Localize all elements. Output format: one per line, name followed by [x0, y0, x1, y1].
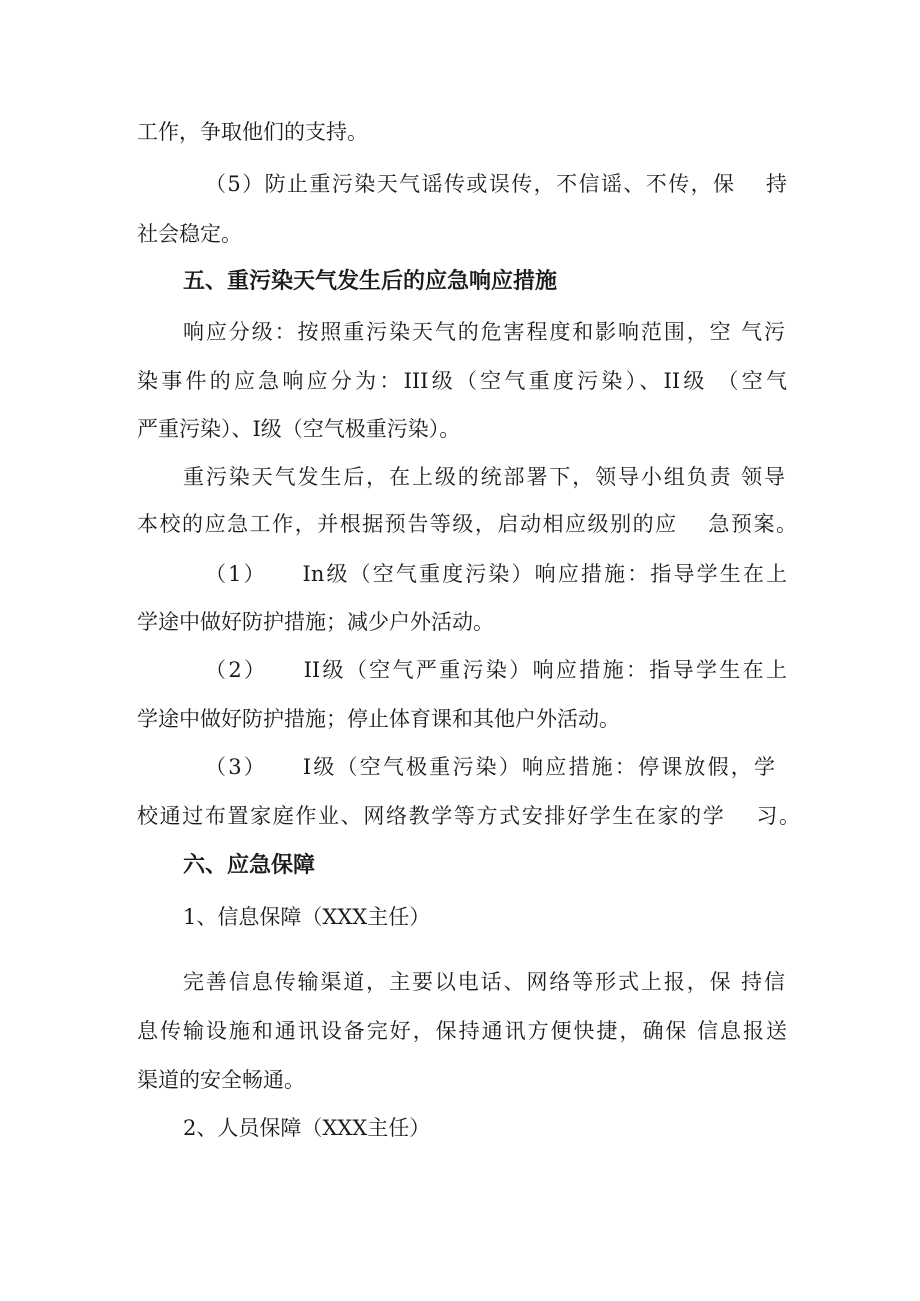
- paragraph-line: 本校的应急工作，并根据预告等级，启动相应级别的应 急预案。: [137, 512, 797, 536]
- paragraph-line: 响应分级：按照重污染天气的危害程度和影响范围，空 气污: [183, 320, 785, 344]
- paragraph-line: （1） In级（空气重度污染）响应措施：指导学生在上: [205, 562, 787, 586]
- subsection-heading-2: 2、人员保障（XXX主任）: [183, 1116, 431, 1140]
- paragraph-line: 学途中做好防护措施；减少户外活动。: [137, 610, 494, 634]
- subsection-heading-1: 1、信息保障（XXX主任）: [183, 905, 431, 929]
- paragraph-line: （3） I级（空气极重污染）响应措施：停课放假，学: [205, 755, 775, 779]
- paragraph-line: （5）防止重污染天气谣传或误传，不信谣、不传，保 持: [205, 172, 787, 196]
- paragraph-line: 完善信息传输渠道，主要以电话、网络等形式上报，保 持信: [183, 970, 785, 994]
- section-heading-6: 六、应急保障: [183, 853, 316, 878]
- paragraph-line: 染事件的应急响应分为：III级（空气重度污染）、II级 （空气: [137, 369, 787, 393]
- paragraph-line: 息传输设施和通讯设备完好，保持通讯方便快捷，确保 信息报送: [137, 1019, 787, 1043]
- paragraph-line: （2） II级（空气严重污染）响应措施：指导学生在上: [205, 658, 787, 682]
- paragraph-line: 社会稳定。: [137, 222, 242, 246]
- paragraph-line: 渠道的安全畅通。: [137, 1068, 305, 1092]
- paragraph-line: 工作，争取他们的支持。: [137, 120, 368, 144]
- paragraph-line: 重污染天气发生后，在上级的统部署下，领导小组负责 领导: [183, 465, 785, 489]
- paragraph-line: 校通过布置家庭作业、网络教学等方式安排好学生在家的学 习。: [137, 804, 800, 828]
- section-heading-5: 五、重污染天气发生后的应急响应措施: [183, 269, 558, 294]
- paragraph-line: 严重污染）、I级（空气极重污染）。: [137, 417, 461, 441]
- paragraph-line: 学途中做好防护措施；停止体育课和其他户外活动。: [137, 707, 620, 731]
